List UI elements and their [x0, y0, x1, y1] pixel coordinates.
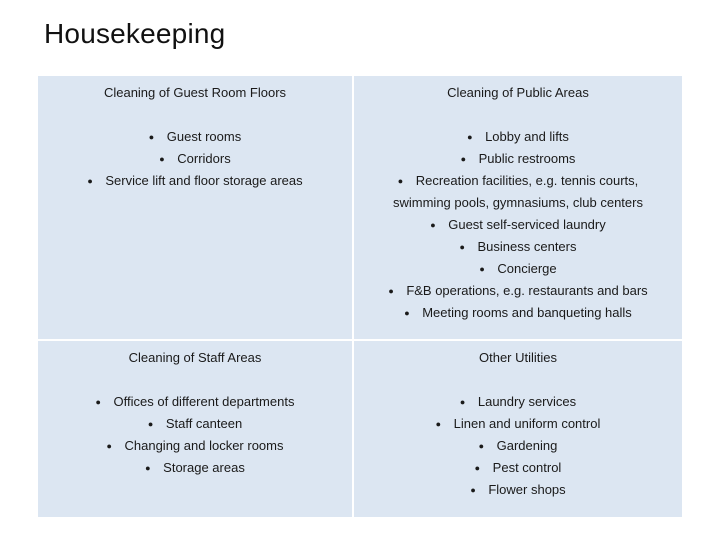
quadrant-grid — [38, 76, 682, 517]
list-item: ● Lobby and lifts — [354, 126, 682, 148]
list-item: ● Flower shops — [354, 479, 682, 501]
list-item: ● Meeting rooms and banqueting halls — [354, 302, 682, 324]
list-item: ● Laundry services — [354, 391, 682, 413]
bullet-icon: ● — [479, 264, 485, 274]
list-item: ● Service lift and floor storage areas — [38, 170, 352, 192]
bullet-icon: ● — [147, 419, 154, 429]
item-list — [38, 391, 352, 479]
list-item: ● Recreation facilities, e.g. tennis courts, swimming pools, gymnasiums, club centers — [354, 170, 682, 214]
bullet-icon: ● — [148, 132, 155, 142]
bullet-icon: ● — [388, 286, 394, 296]
list-item: ● F&B operations, e.g. restaurants and bars — [354, 280, 682, 302]
quadrant-heading: Cleaning of Public Areas — [447, 85, 589, 100]
bullet-icon: ● — [95, 397, 101, 407]
list-item: ● Business centers — [354, 236, 682, 258]
page-title: Housekeeping — [44, 18, 226, 49]
bullet-icon: ● — [397, 176, 404, 186]
list-item: ● Corridors — [38, 148, 352, 170]
quadrant-other-utilities — [354, 341, 682, 517]
bullet-icon: ● — [459, 397, 466, 407]
quadrant-heading: Cleaning of Staff Areas — [128, 350, 262, 365]
bullet-icon: ● — [145, 463, 151, 473]
quadrant-public-areas — [354, 76, 682, 341]
list-item: ● Public restrooms — [354, 148, 682, 170]
bullet-icon: ● — [460, 154, 467, 164]
list-item: ● Guest self-serviced laundry — [354, 214, 682, 236]
list-item: ● Offices of different departments — [38, 391, 352, 413]
bullet-icon: ● — [459, 242, 465, 252]
bullet-icon: ● — [159, 154, 165, 164]
list-item: ● Gardening — [354, 435, 682, 457]
bullet-icon: ● — [430, 220, 436, 230]
bullet-icon: ● — [474, 463, 481, 473]
item-list — [38, 126, 352, 192]
bullet-icon: ● — [106, 441, 112, 451]
list-item: ● Storage areas — [38, 457, 352, 479]
item-list — [354, 126, 682, 324]
list-item: ● Linen and uniform control — [354, 413, 682, 435]
bullet-icon: ● — [435, 419, 442, 429]
bullet-icon: ● — [87, 176, 93, 186]
bullet-icon: ● — [478, 441, 485, 451]
list-item: ● Concierge — [354, 258, 682, 280]
item-list — [354, 391, 682, 501]
list-item: ● Staff canteen — [38, 413, 352, 435]
list-item: ● Guest rooms — [38, 126, 352, 148]
quadrant-heading: Other Utilities — [478, 350, 558, 365]
bullet-icon: ● — [470, 485, 476, 495]
quadrant-heading: Cleaning of Guest Room Floors — [103, 85, 287, 100]
bullet-icon: ● — [467, 132, 473, 142]
bullet-icon: ● — [404, 308, 410, 318]
list-item: ● Changing and locker rooms — [38, 435, 352, 457]
list-item: ● Pest control — [354, 457, 682, 479]
quadrant-guest-room-floors — [38, 76, 354, 341]
quadrant-staff-areas — [38, 341, 354, 517]
